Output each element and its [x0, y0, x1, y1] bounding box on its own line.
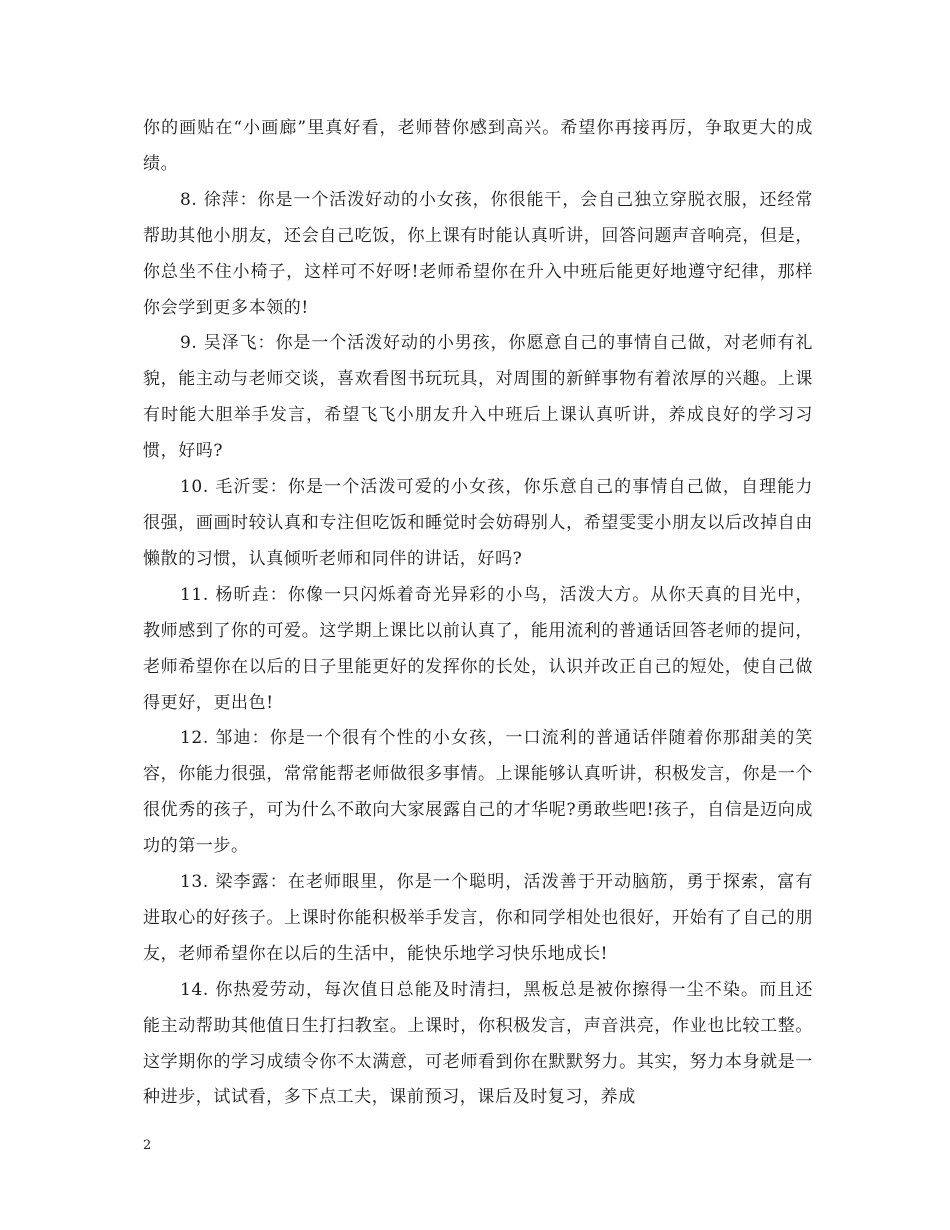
paragraph-comment-8: 8. 徐萍：你是一个活泼好动的小女孩，你很能干，会自己独立穿脱衣服，还经常帮助其他小朋友，还会自己吃饭，你上课有时能认真听讲，回答问题声音响亮，但是，你总坐不住小椅子，这样可不好呀!老师希望你在升入中班后能更好地遵守纪律，那样你会学到更多本领的!	[143, 189, 813, 318]
document-body	[143, 111, 813, 1116]
page-number: 2	[143, 1138, 152, 1153]
paragraph-comment-13: 13. 梁李露：在老师眼里，你是一个聪明，活泼善于开动脑筋，勇于探索，富有进取心的好孩子。上课时你能积极举手发言，你和同学相处也很好，开始有了自己的朋友，老师希望你在以后的生活中，能快乐地学习快乐地成长!	[143, 872, 813, 964]
paragraph-comment-14: 14. 你热爱劳动，每次值日总能及时清扫，黑板总是被你擦得一尘不染。而且还能主动帮助其他值日生打扫教室。上课时，你积极发言，声音洪亮，作业也比较工整。这学期你的学习成绩令你不太满意，可老师看到你在默默努力。其实，努力本身就是一种进步，试试看，多下点工夫，课前预习，课后及时复习，养成	[143, 979, 813, 1108]
paragraph-comment-11: 11. 杨昕垚：你像一只闪烁着奇光异彩的小鸟，活泼大方。从你天真的目光中，教师感到了你的可爱。这学期上课比以前认真了，能用流利的普通话回答老师的提问，老师希望你在以后的日子里能更好的发挥你的长处，认识并改正自己的短处，使自己做得更好，更出色!	[143, 584, 813, 713]
paragraph-comment-12: 12. 邹迪：你是一个很有个性的小女孩，一口流利的普通话伴随着你那甜美的笑容，你能力很强，常常能帮老师做很多事情。上课能够认真听讲，积极发言，你是一个很优秀的孩子，可为什么不敢向大家展露自己的才华呢?勇敢些吧!孩子，自信是迈向成功的第一步。	[143, 728, 813, 857]
paragraph-comment-10: 10. 毛沂雯：你是一个活泼可爱的小女孩，你乐意自己的事情自己做，自理能力很强，画画时较认真和专注但吃饭和睡觉时会妨碍别人，希望雯雯小朋友以后改掉自由懒散的习惯，认真倾听老师和同伴的讲话，好吗?	[143, 477, 813, 569]
paragraph-comment-9: 9. 吴泽飞：你是一个活泼好动的小男孩，你愿意自己的事情自己做，对老师有礼貌，能主动与老师交谈，喜欢看图书玩玩具，对周围的新鲜事物有着浓厚的兴趣。上课有时能大胆举手发言，希望飞飞小朋友升入中班后上课认真听讲，养成良好的学习习惯，好吗?	[143, 333, 813, 462]
paragraph-continuation: 你的画贴在“小画廊”里真好看，老师替你感到高兴。希望你再接再厉，争取更大的成绩。	[143, 118, 813, 174]
